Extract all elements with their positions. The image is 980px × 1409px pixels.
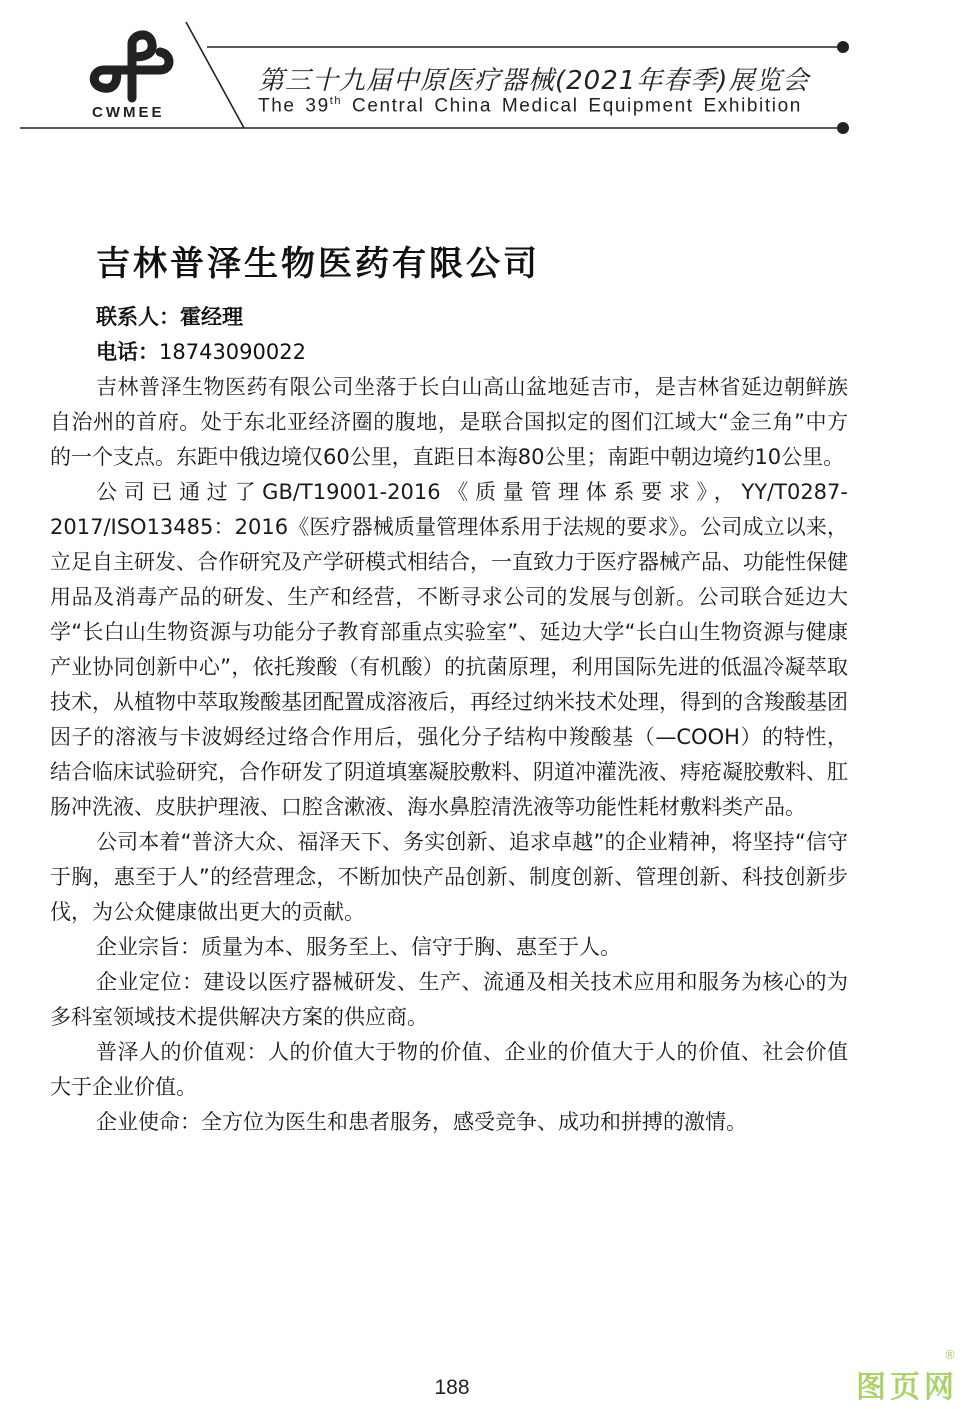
paragraph-mission: 企业使命：全方位为医生和患者服务，感受竞争、成功和拼搏的激情。 [96,1110,747,1134]
contact-label: 联系人： [96,305,180,329]
paragraph-location: 吉林普泽生物医药有限公司坐落于长白山高山盆地延吉市，是吉林省延边朝鲜族自治州的首府。处于东北亚经济圈的腹地，是联合国拟定的图们江域大“金三角”中方的一个支点。东距中俄边境仅60公里，直距日本海80公里；南距中朝边境约10公里。 [50,375,848,469]
paragraph-certification: 公司已通过了GB/T19001-2016《质量管理体系要求》，YY/T0287-2017/ISO13485：2016《医疗器械质量管理体系用于法规的要求》。公司成立以来，立足自主研发、合作研究及产学研模式相结合，一直致力于医疗器械产品、功能性保健用品及消毒产品的研发、生产和经营，不断寻求公司的发展与创新。公司联合延边大学“长白山生物资源与功能分子教育部重点实验室”、延边大学“长白山生物资源与健康产业协同创新中心”，依托羧酸（有机酸）的抗菌原理，利用国际先进的低温冷凝萃取技术，从植物中萃取羧酸基团配置成溶液后，再经过纳米技术处理，得到的含羧酸基团因子的溶液与卡波姆经过络合作用后，强化分子结构中羧酸基（—COOH）的特性，结合临床试验研究，合作研发了阴道填塞凝胶敷料、阴道冲灌洗液、痔疮凝胶敷料、肛肠冲洗液、皮肤护理液、口腔含漱液、海水鼻腔清洗液等功能性耗材敷料类产品。 [50,480,848,819]
watermark-text: 图页网 [856,1370,958,1405]
paragraph-values: 普泽人的价值观：人的价值大于物的价值、企业的价值大于人的价值、社会价值大于企业价值。 [50,1040,848,1099]
paragraph-tenet: 企业宗旨：质量为本、服务至上、信守于胸、惠至于人。 [96,935,621,959]
cwmee-logo-icon [94,35,169,98]
title-en-sup: th [329,95,343,107]
header-top-dot [837,41,849,53]
header-bottom-dot [837,122,849,134]
company-profile [50,238,848,1140]
phone-label: 电话： [96,340,159,364]
contact-person [96,300,848,335]
header-diagonal [186,22,244,128]
watermark-logo [856,1348,966,1405]
company-name: 吉林普泽生物医药有限公司 [96,244,540,284]
title-en-suffix: Central China Medical Equipment Exhibition [342,95,802,117]
phone [96,335,848,370]
exhibition-title-cn: 第三十九届中原医疗器械(2021年春季)展览会 [258,66,810,96]
paragraph-positioning: 企业定位：建设以医疗器械研发、生产、流通及相关技术应用和服务为核心的为多科室领域技术提供解决方案的供应商。 [50,970,848,1029]
title-en-prefix: The 39 [258,95,330,117]
page-number: 188 [434,1376,470,1399]
paragraph-spirit: 公司本着“普济大众、福泽天下、务实创新、追求卓越”的企业精神，将坚持“信守于胸，惠至于人”的经营理念，不断加快产品创新、制度创新、管理创新、科技创新步伐，为公众健康做出更大的贡献。 [50,830,848,924]
contact-value: 霍经理 [180,305,243,329]
logo-text: CWMEE [92,104,165,121]
page-header [0,0,980,140]
phone-value: 18743090022 [159,340,306,364]
exhibition-title-en [258,95,802,117]
registered-mark-icon: ® [944,1348,960,1362]
